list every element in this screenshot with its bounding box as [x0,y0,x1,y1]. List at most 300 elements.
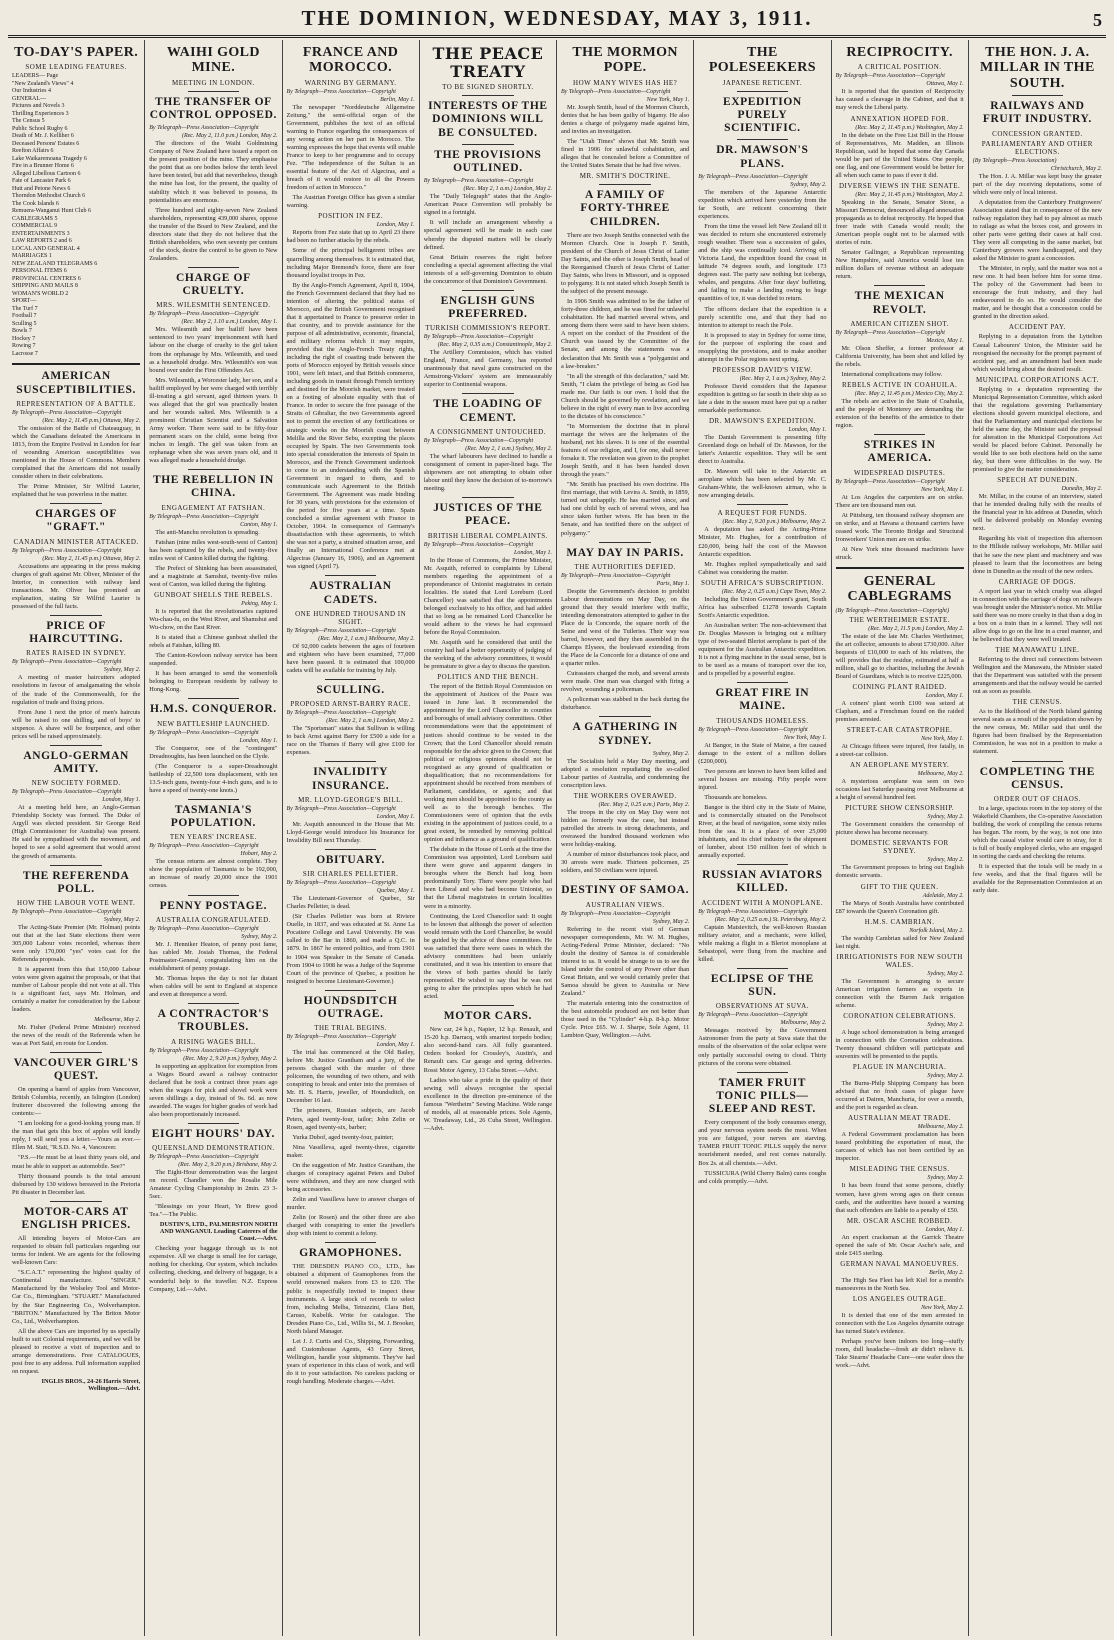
headline: TASMANIA'S POPULATION. [170,803,257,830]
headline: DESTINY OF SAMOA. [561,884,690,897]
dateline: (Rec. May 2, 11.0 p.m.) London, May 2. [181,133,278,140]
article-paragraph: In the House of Commons, the Prime Minister, Mr. Asquith, referred to complaints by Liberal members regarding the appointment of a preponderance of Unionist magistrates in certain localities. He stated that Lord Loreburn (Lord Chancellor) was satisfied that the appointments belonged exclusively to his office, and had added that so long as he remained Lord Chancellor he would adhere to the views he had expressed before the Royal Commission. [423,556,552,636]
subheadline: MUNICIPAL CORPORATIONS ACT. [976,375,1099,384]
article-paragraph: The directors of the Waihi Goldmining Company of New Zealand have issued a report on the present position of the mine. They emphasise the point that as ore bodies below the tenth level have been tested, but add that nevertheless, though the mine has lost, for the present, the quality of stability which it was believed to possess, its potentialities are enormous. [149,140,278,204]
dateline: Sydney, May 2. [790,181,827,188]
article-paragraph: The census returns are almost complete. They show the population of Tasmania to be 192,000, an increase of nearly 20,000 since the 1901 census. [149,858,278,890]
article-paragraph: Ladies who take a pride in the quality of their sewing will always recognise the special excellence in the direction pre-eminence of the famous "Wertheim" Sewing Machine. Wide range of models, all at reasonable prices. Sole Agents, W. Treadaway, Ltd., 26 Cuba Street, Wellington.—Advt. [423,1076,552,1132]
subheadline: ACCIDENT PAY. [1008,323,1066,332]
dateline: Sydney, May 2. [927,970,964,977]
headline: PRICE OF HAIRCUTTING. [29,619,124,646]
byline: By Telegraph—Press Association—Copyright [698,726,808,733]
article-paragraph: The "Sportsman" states that Sullivan is willing to back Arnst against Barry for £500 a side for a race on the Thames if Barry will give £100 for expenses. [286,725,415,757]
byline: By Telegraph—Press Association—Copyright [149,1154,259,1161]
byline: By Telegraph—Press Association—Copyright [835,478,945,485]
headline: AMERICAN SUSCEPTIBILITIES. [16,370,137,396]
subheadline: THE TRIAL BEGINS. [314,1024,388,1033]
article-paragraph: The Minister, in reply, said the matter was not a new one. It had been before him for some time. The policy of the Government had been to encourage the fruit industry, and they had endeavoured to do so. He would consider the matter, and he thought that a concession could be granted in the direction asked. [972,265,1102,321]
article-paragraph: Accusations are appearing in the press making charges of graft against Mr. Oliver, Minister of the Interior, in connection with railway land transactions. Mr. Oliver has promised an explanation, stating Sir Wilfrid Laurier is possessed of the full facts. [12,562,141,610]
article-paragraph: The Conqueror, one of the "contingent" Dreadnoughts, has been launched on the Clyde. [149,744,278,760]
divider [1012,95,1064,96]
headline: THE TRANSFER OF CONTROL OPPOSED. [149,95,277,121]
subheadline: A RISING WAGES BILL. [171,1037,256,1046]
article-paragraph: Two persons are known to have been killed and several houses are missing. Fifty people were injured. [698,767,827,791]
article-paragraph: A deputation from the Canterbury Fruitgrowers' Association stated that in consequence of the new railway regulation they had to pay almost as much to railage as what the boxes cost, and growers in other parts were getting their cases at half cost. They were all competing in the same market, but Canterbury growers were handicapped, and they asked the Minister to grant a concession. [972,198,1102,263]
article-paragraph: The anti-Manchu revolution is spreading. [155,528,260,536]
article-paragraph: (Sir Charles Pelletier was born at Riviere Ouelle, in 1837, and was educated at St. Anne La Pocatiere College and Laval University. He was called to the Bar in 1860, and made a Q.C. in 1879. In 1867 he entered politics, and from 1901 to 1904 was Speaker in the Senate of Canada. From 1904 to 1908 he was a Judge of the Supreme Court of the province of Quebec, a position he resigned to become Lieutenant-Governor.) [286,913,415,985]
article-paragraph: Regarding his visit of inspection this afternoon to the Hillside railway workshops, Mr. Millar said that he saw the new plant and machinery and was pleased to learn that the locomotives are being done in Dunedin as the result of the new orders. [972,535,1102,575]
divider [462,497,513,498]
dateline: (Rec. May 2, 9.20 p.m.) Brisbane, May 2. [178,1162,278,1169]
dateline: Sydney, May 2. [103,916,141,923]
divider [50,1052,101,1053]
headline: MOTOR CARS. [443,1010,532,1023]
article-paragraph: In a large, spacious room in the top storey of the Wakefield Chambers, the Co-operative Association building, the work of compiling the census returns has begun. The room, by the way, is not one into which the casual visitor would care to stray, for it is full of busily employed clerks, who are engaged in sorting the cards and checking the returns. [972,804,1102,861]
headline: MOTOR-CARS AT ENGLISH PRICES. [21,1205,131,1231]
subheadline: CORONATION CELEBRATIONS. [843,1011,956,1020]
article-paragraph: Mr. Joseph Smith, head of the Mormon Church, denies that he has been guilty of bigamy. He also denies a charge of polygamy made against him, and invites an investigation. [561,103,690,135]
article-paragraph: The Prime Minister, Sir Wilfrid Laurier, explained that he was powerless in the matter. [12,483,141,499]
subheadline: A CONSIGNMENT UNTOUCHED. [429,427,546,436]
dateline: Melbourne, May 2. [780,1020,827,1027]
contents-item: COMMERCIAL 9 [12,223,57,230]
article-paragraph: An Australian writer: The non-achievement that Dr. Douglas Mawson is bringing out a military type of two-seated Bleriot aeroplane is part of the equipment for the Australian Antarctic expedition. It is not a flying machine in the usual sense, but is to be used as a means of transport over the ice, and is propelled by a powerful engine. [698,621,827,678]
article-paragraph: "In Mormonism the doctrine that in plural marriage the wives are the helpmates of the husband, not his slaves. It is one of the essential features of our religion, and I, for one, shall never forsake it. The revelation was given to the prophet Joseph Smith, and it has been handed down through the years." [561,422,690,479]
subheadline: PICTURE SHOW CENSORSHIP. [845,804,955,813]
headline: THE PROVISIONS OUTLINED. [434,148,542,175]
headline: A FAMILY OF FORTY-THREE CHILDREN. [580,189,670,228]
subheadline: MR. SMITH'S DOCTRINE. [579,172,671,181]
subheadline: QUEENSLAND DEMONSTRATION. [152,1144,275,1153]
byline: By Telegraph—Press Association—Copyright [286,805,396,812]
byline: By Telegraph—Press Association—Copyright [149,125,259,132]
article-paragraph: A mysterious aeroplane was seen on two occasions last Saturday passing over Melbourne at a height of several hundred feet. [835,778,964,802]
subheadline: AUSTRALIAN MEAT TRADE. [848,1114,952,1123]
article-paragraph: Checking your baggage through us is not expensive. All we charge is small fee for cartage, nothing for checking. Our system, which includes collecting, checking, and delivery of baggage, is a wonderful help to the traveller. N.Z. Express Company, Ltd.—Advt. [149,1245,278,1293]
article-paragraph: Every component of the body consumes energy, and your nervous system needs the most. When you are fatigued, your nerves are starving. TAMER FRUIT TONIC PILLS supply the nerve nourishment needed, and rest comes naturally. Box 2s. at all chemists.—Advt. [698,1119,827,1167]
subheadline: GUNBOAT SHELLS THE REBELS. [154,590,273,599]
dateline: (Rec. May 2, 1 a.m.) Melbourne, May 2. [318,635,415,642]
contents-item: ENTERTAINMENTS 3 [12,230,70,237]
dateline: London, May 1. [788,427,827,434]
article-paragraph: Captain Matsievitch, the well-known Russian military aviator, and a mechanic, were killed, while making a flight in a Bleriot monoplane at Sebastopol, were flung from the machine and killed. [698,923,827,963]
dateline: Paris, May 1. [656,580,690,587]
article-paragraph: The officers declare that the expedition is a purely scientific one, and that they had no intention to attempt to reach the Pole. [698,305,827,329]
byline: By Telegraph—Press Association—Copyright [698,173,808,180]
dateline: (Rec. May 2, 11.45 p.m.) Washington, May 2. [855,191,964,198]
subheadline: MISLEADING THE CENSUS. [849,1165,950,1174]
subheadline: ONE HUNDRED THOUSAND IN SIGHT. [295,609,407,626]
dateline: (Rec. May 2, 1 a.m.) London, May 2. [326,718,415,725]
dateline: (Rec. May 2, 11.5 p.m.) London, May 2. [868,625,964,632]
subheadline: SPEECH AT DUNEDIN. [997,476,1078,485]
article-paragraph: It is stated that a Chinese gunboat shelled the rebels at Fatshan, killing 80. [149,634,278,650]
contents-item: Public School Rugby 6 [12,125,68,132]
article-paragraph: The Canton-Kowloon railway service has been suspended. [149,652,278,668]
subheadline: MR. OSCAR ASCHE ROBBED. [846,1216,953,1225]
subheadline: ACCIDENT WITH A MONOPLANE. [701,898,824,907]
section-headline: WAIHI GOLD MINE. [166,45,260,76]
divider [188,91,239,92]
contents-item: SHIPPING AND MAILS 8 [12,283,78,290]
article-paragraph: From the time the vessel left New Zealand till it was decided to return she encountered extremely rough weather. There was a succession of gales, and the ship was continually iced. Arriving off Victoria Land, the expedition found the coast in latitude 74 degrees south, and longitude 173 degrees east. The party saw nothing but icebergs, whales, and penguins. After four days' buffeting, and failing to make a landing owing to huge quantities of ice, it was decided to return. [698,223,827,303]
article-paragraph: Mr. Millar, in the course of an interview, stated that he intended dealing fully with the results of the financial year in his address at Dunedin, which will be delivered probably on Monday evening next. [972,493,1102,533]
contents-item: Alleged Libellous Cartoon 6 [12,170,81,177]
divider [599,879,650,880]
dateline: Canton, May 1. [240,521,278,528]
divider [737,91,788,92]
subheadline: MR. LLOYD-GEORGE'S BILL. [298,795,404,804]
byline: By Telegraph—Press Association—Copyright [835,329,945,336]
subheadline: GIFT TO THE QUEEN. [860,882,939,891]
subheadline: JAPANESE RETICENT. [722,78,803,87]
contents-item: "New Zealand's Views" 4 [12,80,74,87]
contents-item: Hockey 7 [12,335,36,342]
subheadline: CANADIAN MINISTER ATTACKED. [13,537,139,546]
contents-item: PROVINCIAL CENTRES 6 [12,275,81,282]
article-paragraph: All intending buyers of Motor-Cars are requested to obtain full particulars regarding our terms for indent. We are agents for the following well-known Cars: [12,1235,141,1267]
subheadline: CONCESSION GRANTED. [992,129,1083,138]
headline: INTERESTS OF THE DOMINIONS WILL BE CONSULTED. [428,100,548,139]
article-paragraph: It is reported that the question of Reciprocity has caused a cleavage in the Cabinet, and that it may wreck the Liberal party. [835,88,964,112]
headline: GREAT FIRE IN MAINE. [715,687,810,713]
article-paragraph: On the suggestion of Mr. Justice Grantham, the charges of conspiracy against Peters and Dubof were withdrawn, and they are now charged with being accessories. [286,1161,415,1193]
article-paragraph: The Austrian Foreign Office has given a similar warning. [286,194,415,210]
divider [325,761,376,762]
column-5 [557,40,694,1636]
headline: COMPLETING THE CENSUS. [979,765,1095,791]
article-paragraph: It is proposed to stay in Sydney for some time, for the purpose of exploring the coast and resupplying the provisions, and to make another attempt in the Polar regions next spring. [698,331,827,363]
subheadline: ORDER OUT OF CHAOS. [993,794,1081,803]
article-paragraph: A number of minor disturbances took place, and 30 arrests were made. Thirteen policemen, 25 soldiers, and 50 civilians were injured. [561,851,690,875]
article-paragraph: The Lieutenant-Governor of Quebec, Sir Charles Pelletier, is dead. [286,895,415,911]
article-paragraph: The troops in the city on May Day were not hidden as formerly was the case, but instead patrolled the streets in strong detachments, and overawed the hundred thousand workmen who were holiday-making. [561,809,690,849]
subheadline: NEW BATTLESHIP LAUNCHED. [157,719,270,728]
article-paragraph: All the above Cars are imported by us specially built to suit Colonial requirements, and we will be pleased to receive a visit of inspection and to arrange demonstrations. Free CATALOGUES, post free to any address. Full information supplied on request. [12,1327,141,1375]
divider [12,363,140,365]
article-paragraph: The debate in the House of Lords at the time the Commission was appointed, Lord Loreburn said there were grave and apparent dangers in boroughs where the Bench had long been predominantly Tory. There were people who had been Liberal and who had become Unionist, so that the Liberal magistrates in certain localities were in a minority. [423,846,552,910]
article-paragraph: At New York nine thousand machinists have struck. [835,545,964,561]
byline: By Telegraph—Press Association—Copyright [149,925,259,932]
dateline: New York, May 1. [921,736,964,743]
article-paragraph: Reports from Fez state that up to April 23 there had been no further attacks by the rebels. [286,229,415,245]
article-paragraph: "I am looking for a good-looking young man. If the man that gets this box of apples will kindly reply, I will send you a letter.—Yours as ever.—Ellen M. Stait, "R.S.D. No. 4, Vancouver. [12,1120,141,1152]
divider [462,144,513,145]
byline: By Telegraph—Press Association—Copyright [698,908,808,915]
section-headline: THE PEACE TREATY [432,44,544,81]
contents-item: WOMAN'S WORLD 2 [12,290,69,297]
article-paragraph: Thousands are homeless. [704,793,768,801]
byline: By Telegraph—Press Association—Copyright [12,547,122,554]
article-paragraph: "Mr. Smith has practised his own doctrine. His first marriage, that with Levira A. Smith, in 1859, turned out unhappily. He has married since, and had one child by each of several wives, and has since taken further wives. He has been in the Senate, and has testified there on the subject of polygamy." [561,481,690,537]
article-paragraph: Zelin and Vassilleva have to answer charges of murder. [286,1195,415,1211]
byline: By Telegraph—Press Association—Copyright [423,437,534,444]
subheadline: GERMAN NAVAL MANOEUVRES. [840,1259,959,1268]
byline: By Telegraph—Press Association—Copyright [423,541,534,548]
contents-item: LOCAL AND GENERAL 4 [12,245,80,252]
subheadline: AMERICAN CITIZEN SHOT. [850,319,949,328]
divider [188,799,239,800]
headline: THE MEXICAN REVOLT. [854,290,945,316]
article-paragraph: At a meeting held here, an Anglo-German Friendship Society was formed. The Duke of Argyll was elected president. Sir George Reid (High Commissioner for Australia) was present. He said he sympathised with the movement, and hoped to see a solid agreement that would arrest the growth of armaments. [12,804,141,860]
divider [325,679,376,680]
article-paragraph: A meeting of master haircutters adopted resolutions in favour of amalgamating the whole of the trade of the Commonwealth, for the regulation of trade and fixing prices. [12,674,141,706]
dateline: Sydney, May 2. [652,750,690,757]
contents-item: Football 7 [12,313,37,320]
article-paragraph: As to the likelihood of the North Island gaining several seats as a result of the population shown by the new census, Mr. Millar said that until the figures had been finalised by the Representation Commission, he was not in a position to make a statement. [972,708,1102,756]
subheadline: REPRESENTATION OF A BATTLE. [16,399,136,408]
article-paragraph: "In all the strength of this declaration," said Mr. Smith, "I claim the privilege of being as God has made me. Our faith is our own. I hold that the Church should be governed by revelation, and we believe in the right of every man to live according to the dictates of his conscience." [561,372,690,420]
article-paragraph: Mr. Olson Sheffer, a former professor at California University, has been shot and killed by the rebels. [835,344,964,368]
dateline: (Rec. May 2, 1 a.m.) Sydney, May 2. [739,375,827,382]
dateline: Sydney, May 2. [103,667,141,674]
article-paragraph: At Chicago fifteen were injured, five fatally, in a street-car collision. [835,743,964,759]
newspaper-columns [8,40,1106,1636]
byline: (By Telegraph—Press Association) [972,157,1057,164]
headline: ECLIPSE OF THE SUN. [710,972,814,999]
divider [462,1005,513,1006]
dateline: Melbourne, May 2. [917,1124,964,1131]
divider [737,682,788,683]
article-paragraph: Replying to a deputation from the Lyttelton Casual Labourers' Union, the Minister said he recognised the necessity for the prompt payment of accident pay, and an amendment had been made which would bring about the desired result. [972,333,1102,373]
dateline: (Rec. May 2, 1 a.m.) Sydney, May 2. [465,445,552,452]
article-paragraph: The "Utah Times" shows that Mr. Smith was fined in 1906 for unlawful cohabitation, and alleges that he concealed before a Committee of the United States Senate that he had five wives. [561,137,690,170]
article-paragraph: A huge school demonstration is being arranged in connection with the Coronation celebrations. Twenty thousand children will participate and souvenirs will be presented to the pupils. [835,1028,964,1061]
section-headline: RECIPROCITY. [846,45,953,60]
dateline: Mexico, May 1. [926,337,964,344]
headline: HOUNDSDITCH OUTRAGE. [303,994,398,1020]
contents-item: The Census 5 [12,118,45,125]
subheadline: HOW THE LABOUR VOTE WENT. [17,898,136,907]
dateline: London, May 1. [925,692,964,699]
dateline: Sydney, May 2. [241,933,278,940]
article-paragraph: Yurka Dubof, aged twenty-four, painter; [292,1133,394,1141]
dateline: Melbourne, May 2. [94,1016,141,1023]
article-paragraph: Mrs. Wilesmith, a Worcester lady, her son, and a bailiff employed by her were charged with terribly ill-treating a girl servant, aged thirteen years. It was alleged that the girl was practically beaten and her wounds salted. Mrs. Wilesmith is a prominent Christian Scientist and a Salvation Army worker. There were said to be fifty-four permanent scars on the child, some being five inches in length. The girl was taken from an orphanage when she was seven years old, and it was alleged made a household drudge. [149,376,278,465]
contents-item: Thrilling Experiences 3 [12,110,69,117]
byline: By Telegraph—Press Association—Copyright [149,311,259,318]
article-paragraph: The newspaper "Norddeutsche Allgemeine Zeitung," the semi-official organ of the Government, publishes the text of an official warning to France regarding the consequences of any wrong action on her part in Morocco. The warning expresses the hope that events will enable France to keep to her programme and to occupy Fez. "The independence of the Sultan is an essential feature of the Act of Algeciras, and a breach of it would restore to all the Powers freedom of action in Morocco." [286,103,415,192]
dateline: Adelaide, May 2. [922,892,964,899]
divider [462,393,513,394]
column-2 [145,40,282,1636]
article-paragraph: Nina Vassilleva, aged twenty-three, cigarette maker. [286,1143,415,1159]
contents-item: Our Industries 4 [12,88,51,95]
divider [325,990,376,991]
contents-item: PERSONAL ITEMS 6 [12,268,67,275]
headline: TAMER FRUIT TONIC PILLS—SLEEP AND REST. [708,1076,816,1116]
subheadline: CARRIAGE OF DOGS. [998,577,1077,586]
byline: By Telegraph—Press Association—Copyright [12,409,122,416]
headline: DR. MAWSON'S PLANS. [716,144,809,170]
byline: By Telegraph—Press Association—Copyright [835,73,945,80]
subheadline: STREET-CAR CATASTROPHE. [846,726,953,735]
dateline: (Rec. May 2, 0.35 a.m.) Constantinople, May 2. [437,342,552,349]
subheadline: POSITION IN FEZ. [318,212,384,221]
divider [1012,761,1064,762]
subheadline: OBSERVATIONS AT SUVA. [715,1002,809,1011]
divider [50,615,101,616]
article-paragraph: The Danish Government is presenting fifty Greenland dogs on behalf of Dr. Mawson, for the latter's Antarctic expedition. They will be sent direct to Australia. [698,434,827,466]
article-paragraph: A deputation has asked the Acting-Prime Minister, Mr. Hughes, for a contribution of £20,000, being half the cost of the Mawson Antarctic expedition. [698,526,827,558]
contents-item: LAW REPORTS 2 and 6 [12,238,72,245]
headline: VANCOUVER GIRL'S QUEST. [13,1056,139,1082]
article-paragraph: Speaking in the Senate, Senator Stone, a Missouri Democrat, denounced alleged annexation propaganda as to defeat reciprocity. He hoped that freer trade with Canada would result; the American people ought not to be alarmed with stories of ruin. [835,198,964,247]
column-7 [832,40,969,1636]
byline: By Telegraph—Press Association—Copyright [423,178,534,185]
divider [50,1201,101,1202]
article-paragraph: Mrs. Wilesmith and her bailiff have been sentenced to two years' imprisonment with hard labour on the charge of cruelty to the girl taken from the orphanage by Mrs. Wilesmith, and used as a household drudge. Mrs. Wilesmith's son was bound over under the First Offenders Act. [149,326,278,374]
section-headline: THE HON. J. A. MILLAR IN THE SOUTH. [980,45,1095,91]
article-paragraph: Mr. Asquith said he considered that until the country had had a better opportunity of judging of the working of the advisory committees, it would be premature to give a day to discuss the question. [423,639,552,671]
article-paragraph: A report last year in which cruelty was alleged in connection with the carriage of dogs on railways was brought under the Minister's notice. Mr. Millar said there was no more cruelty in that than a dog in a box on a train than in a kennel. They will not allow dogs to go on the line in a cruel manner, and he believed that they were well treated. [972,587,1102,643]
divider [325,849,376,850]
signature: INGLIS BROS., 24-26 Harris Street, Wellington.—Advt. [41,1377,141,1392]
contents-list [12,73,140,358]
article-paragraph: "P.S.—He must be at least thirty years old, and must be able to support as automobile. See?" [12,1154,141,1170]
article-paragraph: The omission of the Battle of Chateauguay, in which the Canadians defeated the Americans in 1813, from the Empire Festival in London for fear of wounding American susceptibilities was mentioned in the House of Commons. Members complained that the Americans did not usually consider others in their celebrations. [12,424,141,481]
article-paragraph: The High Sea Fleet has left Kiel for a month's manoeuvres in the North Sea. [835,1276,964,1292]
byline: By Telegraph—Press Association—Copyright [286,880,396,887]
headline: CHARGE OF CRUELTY. [176,271,251,298]
divider [325,575,376,576]
dateline: London, May 1. [514,549,552,556]
article-paragraph: TUSSICURA (Wild Cherry Balm) cures coughs and colds promptly.—Advt. [698,1169,827,1185]
byline: By Telegraph—Press Association—Copyright [286,1034,396,1041]
byline: By Telegraph—Press Association—Copyright [423,334,534,341]
dateline: (Rec. May 2, 0.25 a.m.) Paris, May 2. [598,802,690,809]
contents-item: The Cook Islands 6 [12,200,59,207]
column-8 [969,40,1106,1636]
article-paragraph: New car, 24 h.p., Napier, 12 h.p. Renault, and 15-20 h.p. Darracq, with smartest torpedo bodies; also second-hand cars. All fully guaranteed. Orders booked for Crossley's, Austin's, and Renault cars. Car garage and spring deliveries. Rossi Motor Agency, 13 Cuba Street.—Advt. [423,1026,552,1074]
headline: SCULLING. [316,683,385,696]
article-paragraph: A policeman was stabbed in the back during the disturbance. [561,696,690,712]
article-paragraph: It is denied that one of the men arrested in connection with the Los Angeles dynamite outrage has turned State's evidence. [835,1311,964,1335]
dateline: Sydney, May 2. [927,857,964,864]
divider [836,567,964,569]
subheadline: SOUTH AFRICA'S SUBSCRIPTION. [700,578,824,587]
dateline: (Rec. May 2, 11.45 p.m.) Ottawa, May 2. [42,417,141,424]
article-paragraph: Referring to the recent visit of German newspaper correspondents, Mr. W. M. Hughes, Acting-Federal Prime Minister, declared: "No doubt the destiny of Samoa is of considerable interest to us. It would be strange to us to see the Island under the control of any Power other than Great Britain, and we would certainly prefer that Samoa should be given to Australia or New Zealand." [561,925,690,998]
article-paragraph: Mr. Thomas hopes the day is not far distant when cables will be sent to England at sixpence and even at threepence a word. [149,974,278,999]
headline: JUSTICES OF THE PEACE. [433,502,543,528]
divider [737,504,788,505]
divider [599,184,650,185]
subheadline: ANNEXATION HOPED FOR. [850,114,949,123]
article-paragraph: It is apparent from this that 150,000 Labour votes were given against the proposals, or that that number of Labour people did not vote at all. This is a significant fact, says Mr. Holman, and certainly a matter for consideration by the Labour leaders. [12,966,141,1014]
article-paragraph: The Marys of South Australia have contributed £87 towards the Queen's Coronation gift. [835,899,964,915]
article-paragraph: The Socialists held a May Day meeting, and adopted a resolution repudiating the so-called Labour parties of Australia, and condemning the conscription laws. [561,757,690,790]
subheadline: SIR CHARLES PELLETIER. [302,870,399,879]
headline: PENNY POSTAGE. [159,899,268,912]
byline: By Telegraph—Press Association—Copyright [149,1047,259,1054]
contents-item: Remuera-Wanganui Hunt Club 6 [12,208,91,215]
subheadline: DOMESTIC SERVANTS FOR SYDNEY. [850,839,949,856]
subheadline: LOS ANGELES OUTRAGE. [852,1294,947,1303]
article-paragraph: It will include an arrangement whereby a special agreement will be made in each case whereby the disputed matters will be clearly defined. [423,219,552,251]
contents-item: Fire in a Brunner Home 6 [12,163,74,170]
page-number: 5 [1093,10,1102,30]
article-paragraph: The warship Cambrian sailed for New Zealand last night. [835,934,964,950]
article-paragraph: Zelin (or Rosen) and the other three are also charged with conspiring to enter the jeweller's shop with intent to commit a felony. [286,1214,415,1238]
headline: EIGHT HOURS' DAY. [151,1127,275,1140]
signature: DUSTIN'S, LTD., PALMERSTON NORTH AND WANGANUI. Leading Caterers of the Coast.—Advt. [159,1221,278,1243]
subheadline: NEW SOCIETY FORMED. [31,779,121,788]
article-paragraph: "S.C.A.T." representing the highest quality of Continental manufacture. "SINGER." Manufactured by the Wolseley Tool and Motor-Car Co., Birmingham. "STUART." Manufactured by the Star Engineering Co., Wolverhampton. "BRITON." Manufactured by The Briton Motor Co., Ltd., Wolverhampton. [12,1269,141,1325]
dateline: (Rec. May 2, 0.25 a.m.) St. Petersburg, May 2. [714,916,827,923]
section-headline: GENERAL CABLEGRAMS [847,573,952,605]
headline: GRAMOPHONES. [299,1247,402,1260]
dateline: New York, May 1. [783,734,827,741]
section-headline: TO-DAY'S PAPER. [14,45,139,60]
contents-item: Rowing 7 [12,343,36,350]
dateline: London, May 1. [376,1042,415,1049]
headline: ANGLO-GERMAN AMITY. [23,749,129,775]
article-paragraph: (The Conqueror is a super-Dreadnought battleship of 22,500 tons displacement, with ten 13.5-inch guns, twenty-four 4-inch guns, and is to have a speed of twenty-one knots.) [149,762,278,794]
subheadline: TO BE SIGNED SHORTLY. [442,83,534,92]
article-paragraph: Fatshan (nine miles west-south-west of Canton) has been captured by the rebels, and twenty-five miles west of Canton killed during the fighting. [149,538,278,562]
dateline: (Rec. May 2, 1 a.m.) London, May 2. [463,186,552,193]
dateline: (Rec. May 2, 1.10 a.m.) London, May 1. [181,319,278,326]
dateline: (Rec. May 2, 9.20 p.m.) Sydney, May 2. [183,1055,278,1062]
byline: By Telegraph—Press Association—Copyright [286,627,396,634]
dateline: Ottawa, May 1. [926,81,964,88]
article-paragraph: The report of the British Royal Commission on the appointment of Justices of the Peace was issued in June last. It recommended the appointment by the Lord Chancellor in counties and boroughs of small advisory committees. Other recommendations were that the appointment of justices should continue to be vested in the Crown; that the Lord Chancellor should remain responsible for the advice given to the Crown; that political or religious opinions should not be recognised as any ground of qualification or disqualification; that no recommendations for appointment should be received from members of Parliament, candidates, or agents; and that working men should be appointed to the county as well as to the borough benches. The Commissioners were of opinion that the evils existing in the appointment of justices could, to a great extent, be remedied by removing political opinion and influence as a ground of qualification. [423,683,552,844]
contents-item: LEADERS— Page [12,73,59,80]
column-3 [283,40,420,1636]
headline: H.M.S. CONQUEROR. [149,703,277,716]
subheadline: THE AUTHORITIES DEFIED. [574,562,676,571]
headline: EXPEDITION PURELY SCIENTIFIC. [722,95,802,135]
article-paragraph: The prisoners, Russian subjects, are Jacob Peters, aged twenty-four, tailor; John Zelin or Rosen, aged twenty-six, barber; [286,1107,415,1131]
article-paragraph: A Federal Government proclamation has been issued prohibiting the exportation of meat, the carcases of which has not been certified by an inspector. [835,1131,964,1163]
subheadline: THE CENSUS. [1012,698,1063,707]
dateline: New York, May 1. [921,486,964,493]
divider [874,434,925,435]
divider [50,503,101,504]
divider [50,745,101,746]
byline: By Telegraph—Press Association—Copyright [561,88,671,95]
divider [188,267,239,268]
article-paragraph: Replying to a deputation representing the Municipal Representation Committee, which asked that the regulations governing Parliamentary elections should govern municipal elections, and that the Parliamentary and municipal elections be held the same day, the Minister said the proposal for alteration in the Municipal Corporations Act would be placed before Cabinet. Personally he would like to see both elections held on the same day, but there were difficulties in the way. He promised to give the matter consideration. [972,385,1102,474]
subheadline: AUSTRALIA CONGRATULATED. [155,915,271,924]
contents-item: Sculling 5 [12,320,37,327]
headline: OBITUARY. [316,853,386,866]
article-paragraph: The Prefect of Shinking has been assassinated, and a magistrate at Samshui, twenty-five miles west of Canton, was killed during the fighting. [149,564,278,588]
subheadline: AUSTRALIAN VIEWS. [585,900,665,909]
subheadline: THE WORKERS OVERAWED. [573,792,677,801]
article-paragraph: An expert cracksman at the Garrick Theatre opened the safe of Mr. Oscar Asche's safe, and stole £415 sterling. [835,1233,964,1257]
dateline: London, May 1. [925,1226,964,1233]
dateline: Sydney, May 2. [927,1021,964,1028]
contents-item: SPORT— [12,298,37,305]
article-paragraph: There are two Joseph Smiths connected with the Mormon Church. One is Joseph F. Smith, president of the Church of Jesus Christ of Latter Day Saints, and the other is Joseph Smith, head of the Reorganised Church of Jesus Christ of Latter Day Saints, who lives in Missouri, and is opposed to polygamy. It is not stated which Joseph Smith is the subject of the present message. [561,231,690,296]
article-paragraph: The Hon. J. A. Millar was kept busy the greater part of the day receiving deputations, some of which were only of local interest. [972,172,1102,196]
subheadline: THE MANAWATU LINE. [995,646,1080,654]
article-paragraph: It has been found that some persons, chiefly women, have given wrong ages on their census cards, and the authorities have issued a warning that such offenders are liable to a penalty of £50. [835,1182,964,1214]
dateline: (Rec. May 2, 11.45 p.m.) Mexico City, May 2. [854,390,964,397]
column-4 [420,40,557,1636]
dateline: (Rec. May 2, 11.45 p.m.) Ottawa, May 2. [42,555,141,562]
masthead-title: THE DOMINION, WEDNESDAY, MAY 3, 1911. [301,6,813,30]
article-paragraph: Let J. J. Curtis and Co., Shipping, Forwarding, and Customhouse Agents, 43 Grey Street, Wellington, handle your shipments. They've had years of experience in this class of work, and will do it to your satisfaction. No careless packing or rough handling. Moderate charges.—Advt. [286,1337,415,1386]
divider [737,864,788,865]
article-paragraph: Professor David considers that the Japanese expedition is getting so far south in their ship as so late a date in the season must have put up a rather remarkable performance. [698,382,827,414]
contents-item: MARRIAGES 1 [12,253,52,260]
byline: By Telegraph—Press Association—Copyright [286,710,396,717]
article-paragraph: The estate of the late Mr. Charles Wertheimer, the art collector, amounts to about £730,000. After bequests of £10,000 to each of his relatives, the will provides that the residue, estimated at half a million, shall go to charities, including the Jewish Board of Guardians, which is to receive £225,000. [835,632,964,680]
article-paragraph: Bangor is the third city in the State of Maine, and is commercially situated on the Penobscot River, at the head of navigation, some sixty miles from the sea. It is a place of over 25,000 inhabitants, and its chief industry is the shipment of lumber, about 150 million feet of which is annually exported. [698,803,827,860]
